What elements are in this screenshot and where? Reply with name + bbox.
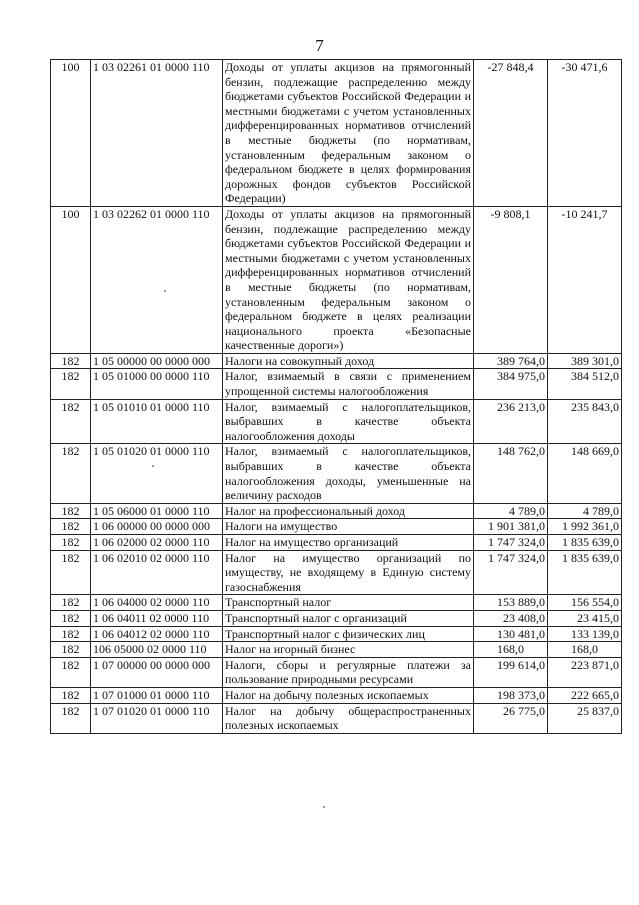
amount-year2-cell: -30 471,6 <box>548 60 622 207</box>
amount-year1-cell: 148 762,0 <box>474 444 548 503</box>
admin-code-cell: 182 <box>51 519 91 535</box>
amount-year2-cell: 25 837,0 <box>548 703 622 733</box>
admin-code-cell: 182 <box>51 595 91 611</box>
amount-year1-cell: 384 975,0 <box>474 369 548 399</box>
budget-code-cell: 1 07 01020 01 0000 110 <box>91 703 223 733</box>
budget-code-cell: 1 05 01020 01 0000 110 <box>91 444 223 503</box>
amount-year1-cell: 1 747 324,0 <box>474 535 548 551</box>
budget-code-cell: 106 05000 02 0000 110 <box>91 642 223 658</box>
amount-year2-cell: 148 669,0 <box>548 444 622 503</box>
amount-year1-cell: 1 747 324,0 <box>474 550 548 595</box>
table-row <box>51 687 622 703</box>
amount-year2-cell: 156 554,0 <box>548 595 622 611</box>
table-row <box>51 399 622 444</box>
page-number: 7 <box>315 36 324 55</box>
revenue-name-cell: Налог на профессиональный доход <box>223 503 474 519</box>
revenue-table <box>50 59 622 734</box>
admin-code-cell: 182 <box>51 399 91 444</box>
amount-year1-cell: -27 848,4 <box>474 60 548 207</box>
admin-code-cell: 182 <box>51 535 91 551</box>
table-row <box>51 503 622 519</box>
amount-year2-cell: 168,0 <box>548 642 622 658</box>
amount-year2-cell: 1 992 361,0 <box>548 519 622 535</box>
revenue-name-cell: Налоги на имущество <box>223 519 474 535</box>
amount-year2-cell: 1 835 639,0 <box>548 550 622 595</box>
revenue-name-cell: Налог на добычу полезных ископаемых <box>223 687 474 703</box>
table-row <box>51 550 622 595</box>
revenue-name-cell: Налоги на совокупный доход <box>223 353 474 369</box>
table-row <box>51 626 622 642</box>
amount-year2-cell: -10 241,7 <box>548 206 622 353</box>
budget-code-cell: 1 06 04011 02 0000 110 <box>91 610 223 626</box>
revenue-name-cell: Доходы от уплаты акцизов на прямогонный бензин, подлежащие распределению между бюджетами субъектов Российской Федерации и местными бюджетами с учетом установленных дифференцированных нормативов отчислений в местные бюджеты (по нормативам, установленным федеральным законом о федеральном бюджете в целях формирования дорожных фондов субъектов Российской Федерации) <box>223 60 474 207</box>
budget-code-cell: 1 07 00000 00 0000 000 <box>91 657 223 687</box>
revenue-table-body <box>51 60 622 734</box>
amount-year1-cell: 26 775,0 <box>474 703 548 733</box>
amount-year1-cell: 23 408,0 <box>474 610 548 626</box>
revenue-name-cell: Налог, взимаемый с налогоплательщиков, выбравших в качестве объекта налогообложения доходы <box>223 399 474 444</box>
table-row <box>51 519 622 535</box>
table-row <box>51 657 622 687</box>
amount-year2-cell: 1 835 639,0 <box>548 535 622 551</box>
scan-speck <box>164 290 166 292</box>
budget-code-cell: 1 05 01010 01 0000 110 <box>91 399 223 444</box>
budget-code-cell: 1 06 04000 02 0000 110 <box>91 595 223 611</box>
revenue-name-cell: Транспортный налог <box>223 595 474 611</box>
admin-code-cell: 182 <box>51 353 91 369</box>
table-row <box>51 206 622 353</box>
revenue-name-cell: Налог на игорный бизнес <box>223 642 474 658</box>
amount-year1-cell: 1 901 381,0 <box>474 519 548 535</box>
admin-code-cell: 182 <box>51 550 91 595</box>
amount-year2-cell: 23 415,0 <box>548 610 622 626</box>
table-row <box>51 595 622 611</box>
amount-year1-cell: 389 764,0 <box>474 353 548 369</box>
table-row <box>51 535 622 551</box>
table-row <box>51 353 622 369</box>
budget-code-cell: 1 06 04012 02 0000 110 <box>91 626 223 642</box>
revenue-name-cell: Налоги, сборы и регулярные платежи за пользование природными ресурсами <box>223 657 474 687</box>
admin-code-cell: 182 <box>51 642 91 658</box>
table-row <box>51 369 622 399</box>
revenue-name-cell: Налог на имущество организаций <box>223 535 474 551</box>
budget-code-cell: 1 06 02010 02 0000 110 <box>91 550 223 595</box>
admin-code-cell: 182 <box>51 369 91 399</box>
revenue-name-cell: Налог на добычу общераспространенных полезных ископаемых <box>223 703 474 733</box>
amount-year1-cell: 199 614,0 <box>474 657 548 687</box>
revenue-name-cell: Налог, взимаемый с налогоплательщиков, выбравших в качестве объекта налогообложения доходы, уменьшенные на величину расходов <box>223 444 474 503</box>
amount-year1-cell: 236 213,0 <box>474 399 548 444</box>
budget-code-cell: 1 05 00000 00 0000 000 <box>91 353 223 369</box>
amount-year1-cell: 4 789,0 <box>474 503 548 519</box>
amount-year1-cell: -9 808,1 <box>474 206 548 353</box>
revenue-name-cell: Транспортный налог с физических лиц <box>223 626 474 642</box>
amount-year1-cell: 130 481,0 <box>474 626 548 642</box>
amount-year2-cell: 235 843,0 <box>548 399 622 444</box>
amount-year1-cell: 198 373,0 <box>474 687 548 703</box>
revenue-name-cell: Доходы от уплаты акцизов на прямогонный бензин, подлежащие распределению между бюджетами субъектов Российской Федерации и местными бюджетами с учетом установленных дифференцированных нормативов отчислений в местные бюджеты (по нормативам, установленным федеральным законом о федеральном бюджете в целях реализации национального проекта «Безопасные качественные дороги») <box>223 206 474 353</box>
budget-code-cell: 1 06 00000 00 0000 000 <box>91 519 223 535</box>
table-row <box>51 642 622 658</box>
budget-code-cell: 1 06 02000 02 0000 110 <box>91 535 223 551</box>
amount-year2-cell: 384 512,0 <box>548 369 622 399</box>
budget-code-cell: 1 03 02262 01 0000 110 <box>91 206 223 353</box>
admin-code-cell: 182 <box>51 610 91 626</box>
amount-year2-cell: 222 665,0 <box>548 687 622 703</box>
admin-code-cell: 100 <box>51 60 91 207</box>
revenue-name-cell: Налог, взимаемый в связи с применением упрощенной системы налогообложения <box>223 369 474 399</box>
admin-code-cell: 182 <box>51 626 91 642</box>
revenue-name-cell: Налог на имущество организаций по имуществу, не входящему в Единую систему газоснабжения <box>223 550 474 595</box>
table-row <box>51 703 622 733</box>
amount-year2-cell: 4 789,0 <box>548 503 622 519</box>
admin-code-cell: 100 <box>51 206 91 353</box>
table-row <box>51 60 622 207</box>
admin-code-cell: 182 <box>51 444 91 503</box>
amount-year1-cell: 153 889,0 <box>474 595 548 611</box>
budget-code-cell: 1 05 01000 00 0000 110 <box>91 369 223 399</box>
table-row <box>51 444 622 503</box>
revenue-name-cell: Транспортный налог с организаций <box>223 610 474 626</box>
amount-year2-cell: 223 871,0 <box>548 657 622 687</box>
amount-year1-cell: 168,0 <box>474 642 548 658</box>
budget-code-cell: 1 03 02261 01 0000 110 <box>91 60 223 207</box>
admin-code-cell: 182 <box>51 657 91 687</box>
budget-code-cell: 1 07 01000 01 0000 110 <box>91 687 223 703</box>
amount-year2-cell: 133 139,0 <box>548 626 622 642</box>
admin-code-cell: 182 <box>51 503 91 519</box>
admin-code-cell: 182 <box>51 703 91 733</box>
budget-code-cell: 1 05 06000 01 0000 110 <box>91 503 223 519</box>
scan-speck <box>152 465 154 467</box>
admin-code-cell: 182 <box>51 687 91 703</box>
scan-speck <box>323 806 325 808</box>
table-row <box>51 610 622 626</box>
amount-year2-cell: 389 301,0 <box>548 353 622 369</box>
